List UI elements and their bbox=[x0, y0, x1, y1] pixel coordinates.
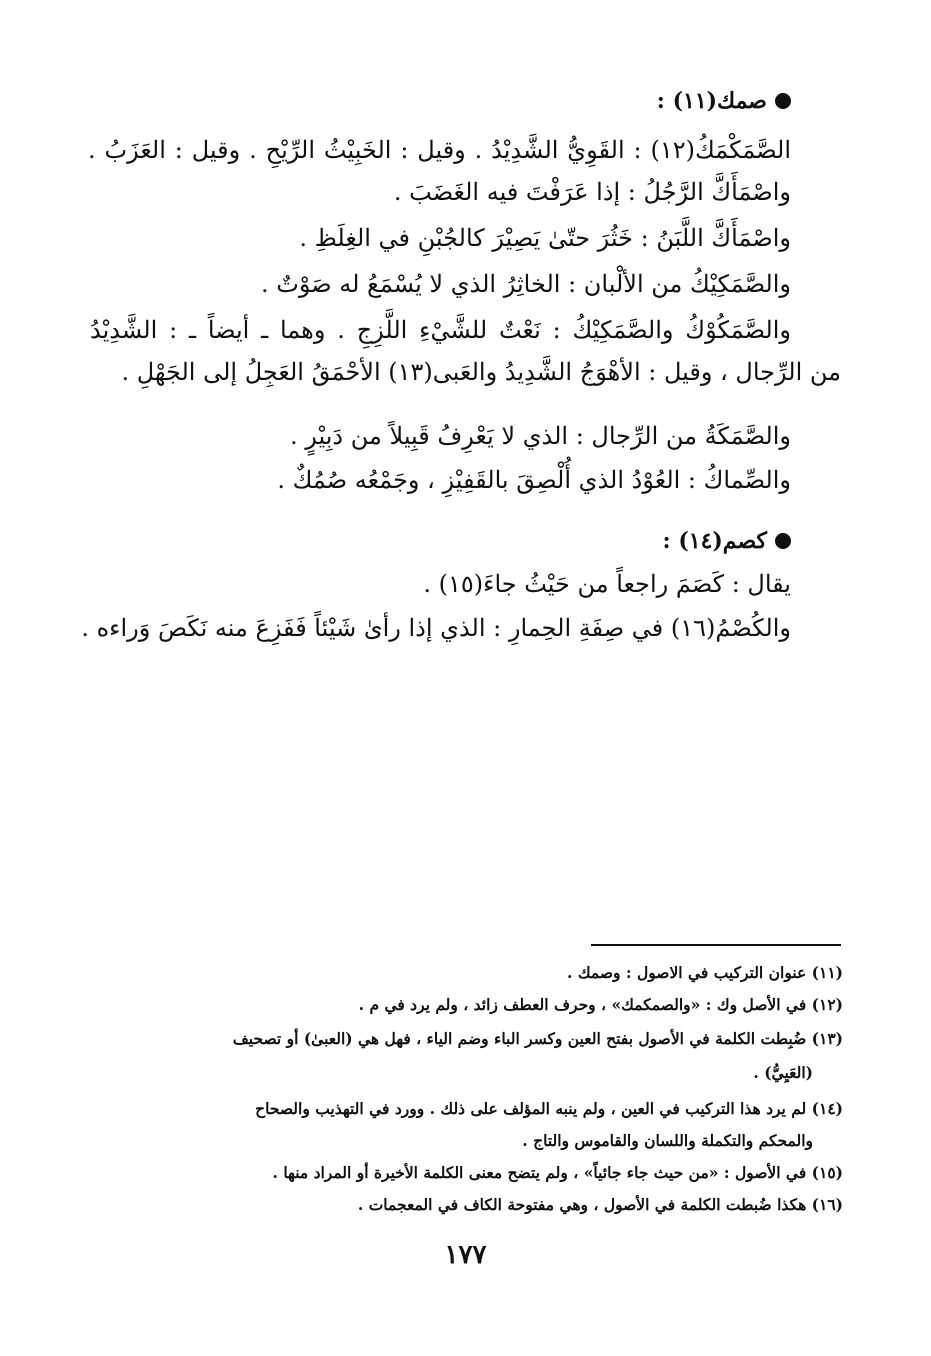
entry-heading-kasam bbox=[663, 528, 791, 554]
text-line: يقال : كَصَمَ راجعاً من حَيْثُ جاءَ(١٥) . bbox=[423, 570, 791, 598]
footnote: (١٣) ضُبِطت الكلمة في الأصول بفتح العين وكسر الباء وضم الياء ، فهل هي (العبىٰ) أو تصحيف bbox=[232, 1029, 843, 1048]
text-line: والصَّمَكِيْكُ من الألْبان : الخاثِرُ الذي لا يُسْمَعُ له صَوْتٌ . bbox=[260, 270, 791, 298]
footnote: (١١) عنوان التركيب في الاصول : وصمك . bbox=[567, 963, 843, 982]
text-line: والكُصْمُ(١٦) في صِفَةِ الحِمارِ : الذي إذا رأىٰ شَيْئاً فَفَزِعَ منه نَكَصَ وَراءه . bbox=[81, 614, 791, 642]
text-line: الصَّمَكْمَكُ(١٢) : القَوِيُّ الشَّدِيْدُ . وقيل : الخَبِيْثُ الرِّيْحِ . وقيل : العَزَبُ . bbox=[88, 136, 791, 164]
bullet-icon bbox=[775, 93, 791, 109]
footnote-divider bbox=[591, 944, 841, 946]
footnote: (١٢) في الأصل وك : «والصمكمك» ، وحرف العطف زائد ، ولم يرد في م . bbox=[358, 995, 843, 1014]
text-line: والصِّماكُ : العُوْدُ الذي أُلْصِقَ بالقَفِيْزِ ، وجَمْعُه صُمُكٌ . bbox=[277, 466, 791, 494]
text-line: من الرِّجال ، وقيل : الأهْوَجُ الشَّدِيدُ والعَبى(١٣) الأحْمَقُ العَجِلُ إلى الجَهْلِ . bbox=[121, 358, 841, 386]
entry-heading-text: كصم(١٤) : bbox=[662, 528, 767, 554]
footnote: (١٥) في الأصول : «من حيث جاء جائياً» ، ولم يتضح معنى الكلمة الأخيرة أو المراد منها . bbox=[272, 1163, 843, 1182]
text-line: والصَّمَكَةُ من الرِّجال : الذي لا يَعْرِفُ قَبِيلاً من دَبِيْرٍ . bbox=[290, 422, 791, 450]
footnote-continuation: (العَيِيُّ) . bbox=[753, 1063, 813, 1082]
text-line: والصَّمَكُوْكُ والصَّمَكِيْكُ : نَعْتٌ للشَّيْءِ اللَّزِجِ . وهما ـ أيضاً ـ : الشَّدِيْدُ bbox=[90, 316, 791, 344]
text-line: واصْمَأَكَّ الرَّجُلُ : إذا عَرَفْتَ فيه الغَضَبَ . bbox=[393, 178, 791, 206]
entry-heading-text: صمك(١١) : bbox=[656, 88, 767, 114]
entry-heading-samak bbox=[657, 88, 791, 114]
footnote-continuation: والمحكم والتكملة واللسان والقاموس والتاج . bbox=[522, 1131, 813, 1150]
footnote: (١٤) لم يرد هذا التركيب في العين ، ولم ينبه المؤلف على ذلك . وورد في التهذيب والصحاح bbox=[255, 1099, 843, 1118]
text-line: واصْمَأَكَّ اللَّبَنُ : خَثُرَ حتّىٰ يَصِيْرَ كالجُبْنِ في الغِلَظِ . bbox=[299, 224, 791, 252]
page-number: ١٧٧ bbox=[444, 1240, 487, 1270]
bullet-icon bbox=[775, 533, 791, 549]
footnote: (١٦) هكذا ضُبطت الكلمة في الأصول ، وهي مفتوحة الكاف في المعجمات . bbox=[357, 1195, 843, 1214]
